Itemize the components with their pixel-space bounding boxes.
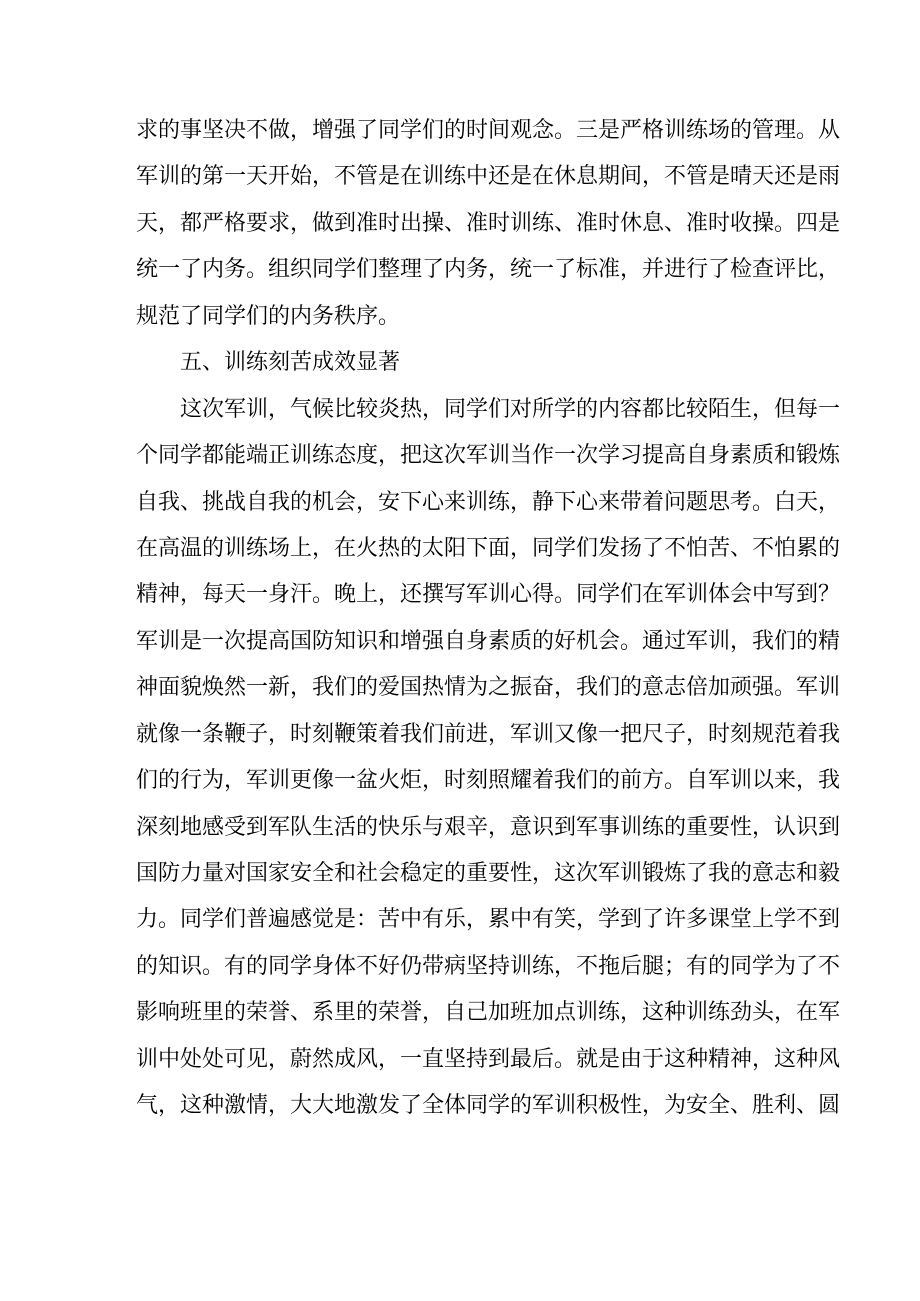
text-line: 影响班里的荣誉、系里的荣誉，自己加班加点训练，这种训练劲头，在军	[136, 1000, 841, 1026]
body-text	[136, 112, 841, 1134]
text-line: 军训的第一天开始，不管是在训练中还是在休息期间，不管是晴天还是雨	[136, 164, 841, 190]
text-line: 在高温的训练场上，在火热的太阳下面，同学们发扬了不怕苦、不怕累的	[136, 535, 841, 561]
text-line: 军训是一次提高国防知识和增强自身素质的好机会。通过军训，我们的精	[136, 628, 841, 654]
text-line: 神面貌焕然一新，我们的爱国热情为之振奋，我们的意志倍加顽强。军训	[136, 675, 841, 701]
text-line: 们的行为，军训更像一盆火炬，时刻照耀着我们的前方。自军训以来，我	[136, 768, 841, 794]
text-line: 就像一条鞭子，时刻鞭策着我们前进，军训又像一把尺子，时刻规范着我	[136, 721, 841, 747]
text-line: 精神，每天一身汗。晚上，还撰写军训心得。同学们在军训体会中写到？	[136, 582, 841, 608]
text-line: 力。同学们普遍感觉是：苦中有乐，累中有笑，学到了许多课堂上学不到	[136, 907, 841, 933]
text-line: 深刻地感受到军队生活的快乐与艰辛，意识到军事训练的重要性，认识到	[136, 814, 841, 840]
text-line: 求的事坚决不做，增强了同学们的时间观念。三是严格训练场的管理。从	[136, 118, 841, 143]
text-line: 这次军训，气候比较炎热，同学们对所学的内容都比较陌生，但每一	[180, 396, 841, 422]
text-line: 自我、挑战自我的机会，安下心来训练，静下心来带着问题思考。白天，	[136, 489, 841, 515]
text-line: 国防力量对国家安全和社会稳定的重要性，这次军训锻炼了我的意志和毅	[136, 861, 841, 886]
text-line: 规范了同学们的内务秩序。	[136, 303, 401, 329]
text-line: 气，这种激情，大大地激发了全体同学的军训积极性，为安全、胜利、圆	[136, 1093, 841, 1119]
text-line: 的知识。有的同学身体不好仍带病坚持训练，不拖后腿；有的同学为了不	[136, 953, 841, 979]
text-line: 训中处处可见，蔚然成风，一直坚持到最后。就是由于这种精神，这种风	[136, 1046, 841, 1072]
text-line: 统一了内务。组织同学们整理了内务，统一了标准，并进行了检查评比，	[136, 257, 841, 283]
section-heading: 五、训练刻苦成效显著	[180, 350, 401, 376]
text-line: 天，都严格要求，做到准时出操、准时训练、准时休息、准时收操。四是	[136, 210, 841, 236]
text-line: 个同学都能端正训练态度，把这次军训当作一次学习提高自身素质和锻炼	[136, 443, 841, 469]
